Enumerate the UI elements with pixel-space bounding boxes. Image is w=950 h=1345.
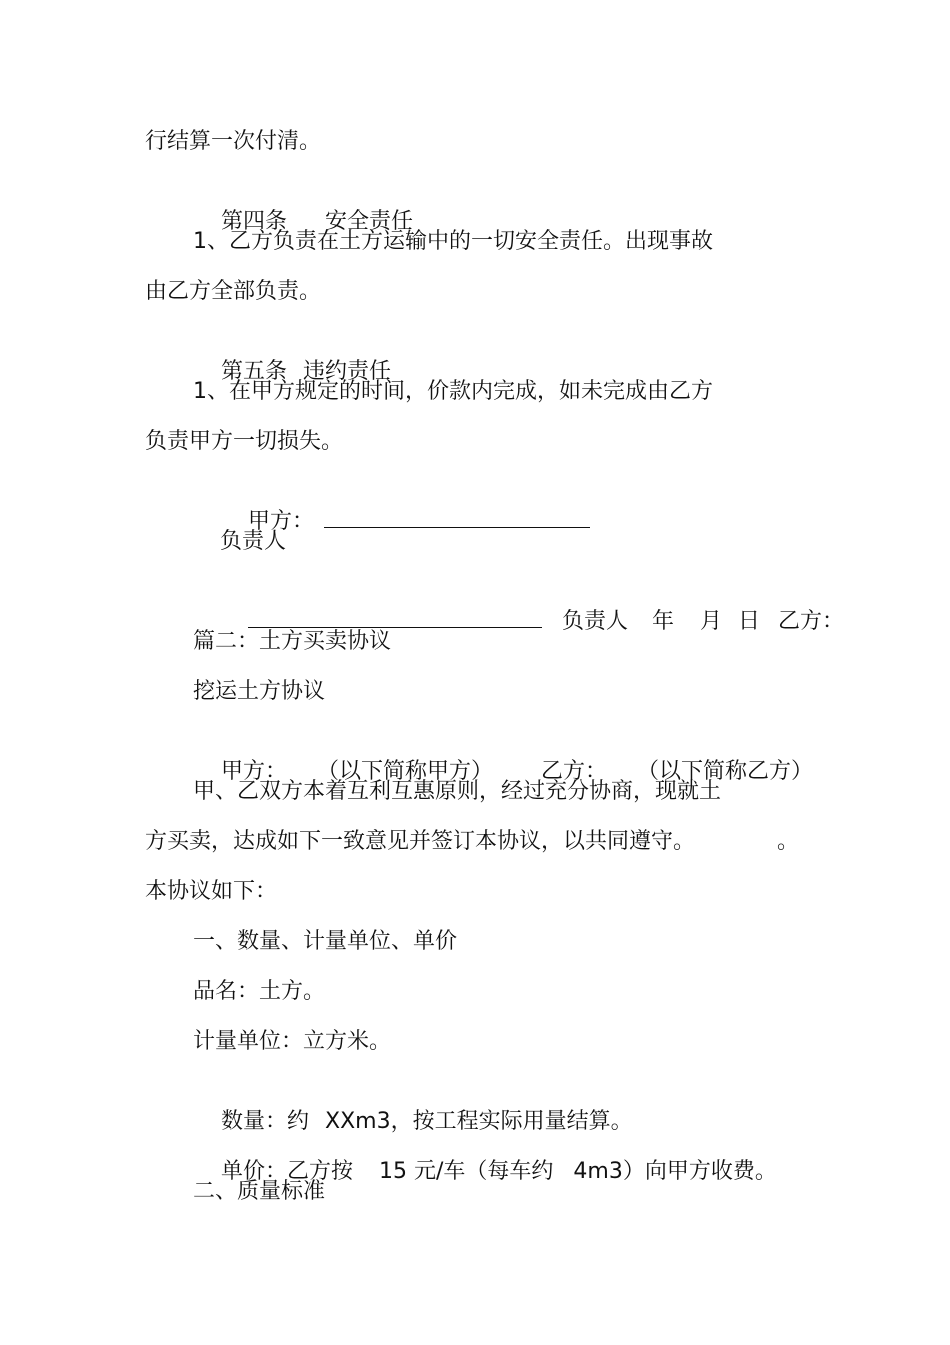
- text-line: 方买卖，达成如下一致意见并签订本协议，以共同遵守。: [145, 829, 696, 854]
- party-b-label: 乙方：: [778, 609, 845, 634]
- party-a-label: 甲方：: [220, 759, 287, 784]
- party-b-note: （以下简称乙方）: [637, 759, 814, 784]
- year-label: 年: [652, 609, 675, 634]
- day-label: 日: [738, 609, 761, 634]
- quantity-value: XXm3，按工程实际用量结算。: [325, 1109, 633, 1134]
- section-heading: 篇二：土方买卖协议: [193, 629, 392, 654]
- text-line: 品名：土方。: [193, 979, 326, 1004]
- text-line: 本协议如下：: [145, 879, 278, 904]
- month-label: 月: [700, 609, 723, 634]
- article-title: 安全责任: [325, 209, 414, 234]
- text-line: 行结算一次付清。: [145, 129, 322, 154]
- party-b-label: 乙方：: [541, 759, 608, 784]
- stray-period: 。: [777, 829, 800, 854]
- text-line: 由乙方全部负责。: [145, 279, 322, 304]
- text-line: 计量单位：立方米。: [193, 1029, 392, 1054]
- text-line: 负责甲方一切损失。: [145, 429, 344, 454]
- responsible-label: 负责人: [561, 609, 628, 634]
- agreement-title: 挖运土方协议: [193, 679, 326, 704]
- text-line: 负责人: [220, 529, 287, 554]
- quantity-label: 数量：约: [220, 1109, 309, 1134]
- text-line: 1、在甲方规定的时间，价款内完成，如未完成由乙方: [193, 379, 713, 404]
- party-a-label: 甲方：: [247, 509, 314, 534]
- article-title: 违约责任: [303, 359, 392, 384]
- article-number: 第五条: [220, 359, 287, 384]
- price-value-end: 4m3）向甲方收费。: [573, 1159, 777, 1184]
- text-line: 甲、乙双方本着互利互惠原则，经过充分协商，现就土: [193, 779, 722, 804]
- party-a-note: （以下简称甲方）: [317, 759, 494, 784]
- price-label: 单价：乙方按: [220, 1159, 353, 1184]
- section-heading: 一、数量、计量单位、单价: [193, 929, 458, 954]
- signature-blank: [248, 607, 542, 628]
- price-value: 15 元/车（每车约: [379, 1159, 554, 1184]
- text-line: 1、乙方负责在土方运输中的一切安全责任。出现事故: [193, 229, 713, 254]
- signature-blank: [324, 507, 590, 528]
- section-heading: 二、质量标准: [193, 1179, 326, 1204]
- article-number: 第四条: [220, 209, 287, 234]
